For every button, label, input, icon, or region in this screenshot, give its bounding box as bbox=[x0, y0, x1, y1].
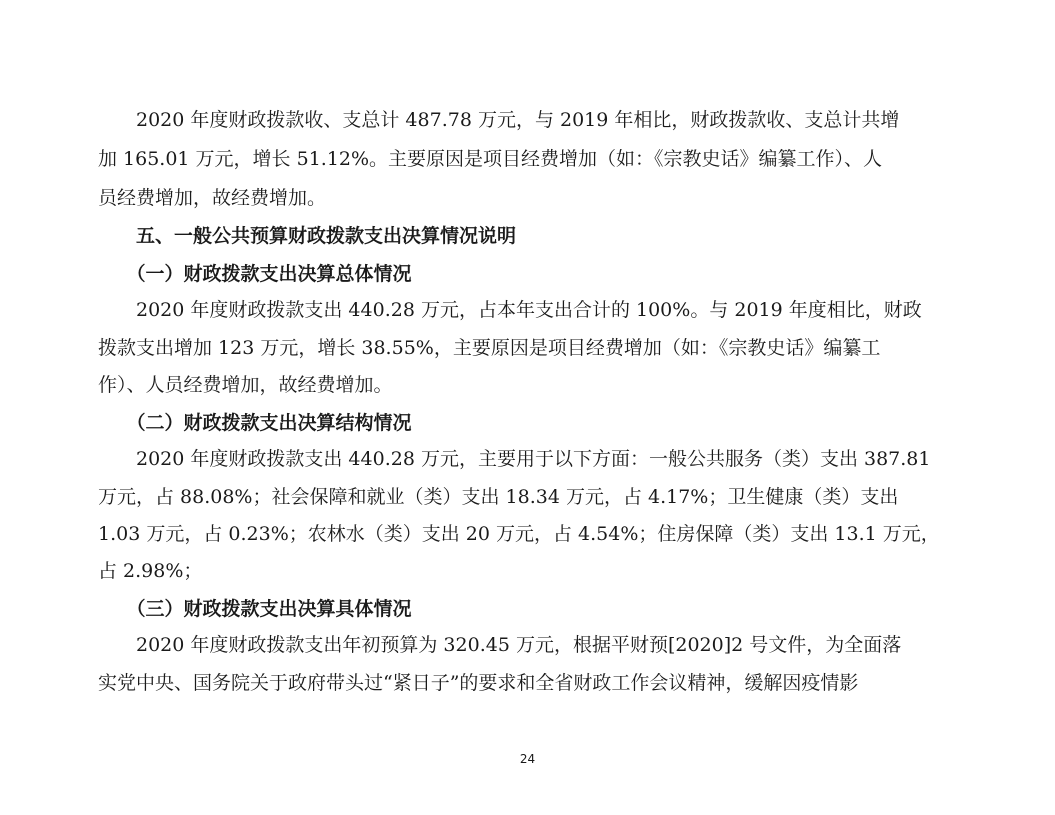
paragraph-line: 加 165.01 万元，增长 51.12%。主要原因是项目经费增加（如：《宗教史话》编纂工作）、人 bbox=[98, 148, 883, 170]
paragraph-line: 万元，占 88.08%；社会保障和就业（类）支出 18.34 万元，占 4.17%；卫生健康（类）支出 bbox=[98, 486, 899, 508]
paragraph-line: 2020 年度财政拨款支出年初预算为 320.45 万元，根据平财预[2020]2 号文件，为全面落 bbox=[98, 634, 902, 656]
section-heading: 五、一般公共预算财政拨款支出决算情况说明 bbox=[98, 225, 517, 247]
paragraph-line: 员经费增加，故经费增加。 bbox=[98, 187, 327, 209]
paragraph-line: 1.03 万元，占 0.23%；农林水（类）支出 20 万元，占 4.54%；住房保障（类）支出 13.1 万元， bbox=[98, 523, 940, 545]
subsection-heading: （三）财政拨款支出决算具体情况 bbox=[98, 598, 412, 620]
paragraph-line: 实党中央、国务院关于政府带头过“紧日子”的要求和全省财政工作会议精神，缓解因疫情影 bbox=[98, 672, 859, 694]
paragraph-line: 2020 年度财政拨款支出 440.28 万元，主要用于以下方面：一般公共服务（类）支出 387.81 bbox=[98, 448, 931, 470]
paragraph-line: 拨款支出增加 123 万元，增长 38.55%，主要原因是项目经费增加（如：《宗教史话》编纂工 bbox=[98, 337, 881, 359]
subsection-heading: （一）财政拨款支出决算总体情况 bbox=[98, 263, 412, 285]
page-number: 24 bbox=[519, 752, 536, 766]
paragraph-line: 2020 年度财政拨款支出 440.28 万元，占本年支出合计的 100%。与 2019 年度相比，财政 bbox=[98, 299, 922, 321]
subsection-heading: （二）财政拨款支出决算结构情况 bbox=[98, 412, 412, 434]
paragraph-line: 2020 年度财政拨款收、支总计 487.78 万元，与 2019 年相比，财政拨款收、支总计共增 bbox=[98, 109, 900, 131]
paragraph-line: 占 2.98%； bbox=[98, 560, 203, 582]
paragraph-line: 作）、人员经费增加，故经费增加。 bbox=[98, 374, 393, 396]
